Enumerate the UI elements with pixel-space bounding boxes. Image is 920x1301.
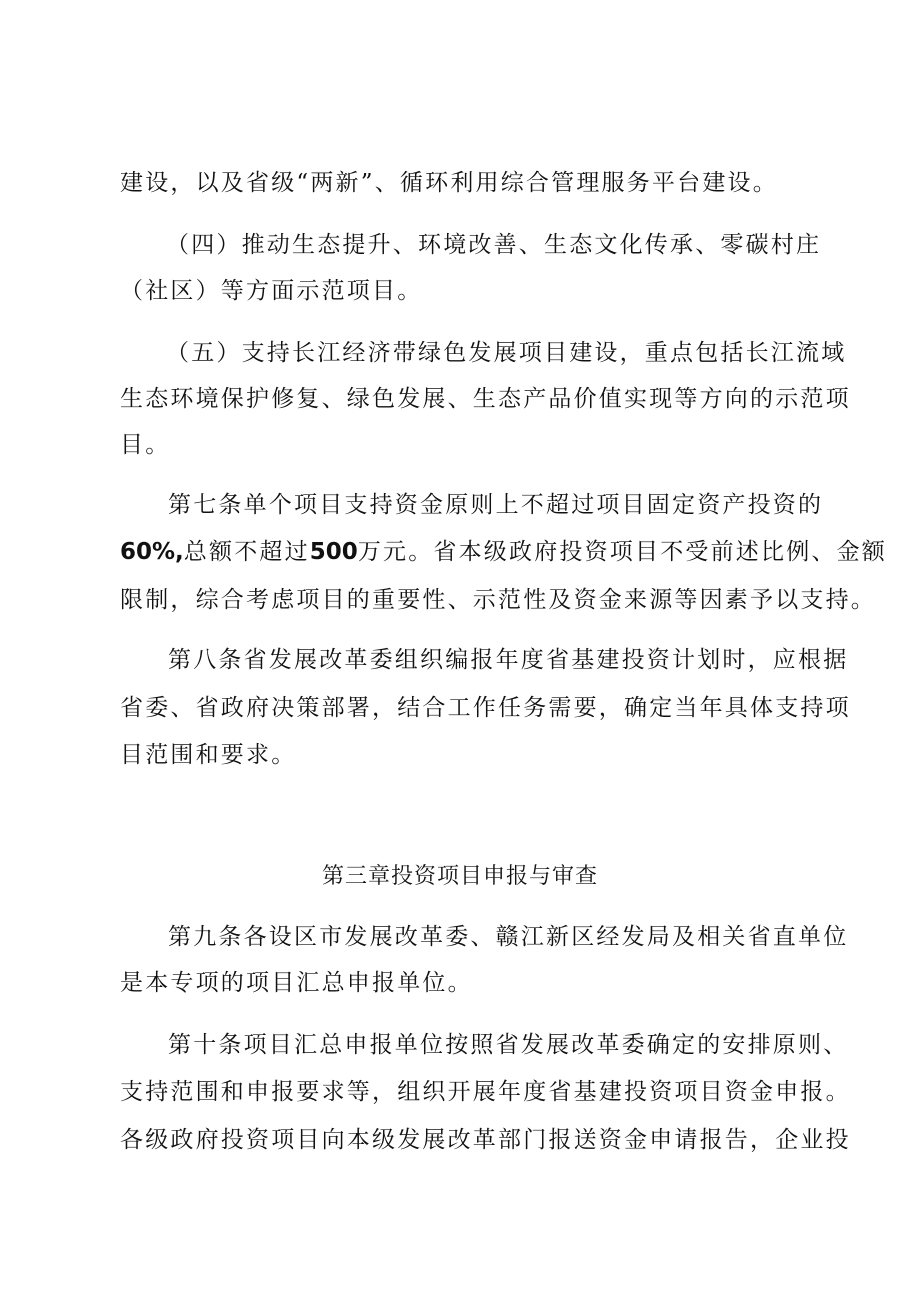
paragraph-line: 目。 [120,432,171,458]
paragraph-line: 是本专项的项目汇总申报单位。 [120,970,473,996]
text-fragment: 万元。省本级政府投资项目不受前述比例、金额 [357,539,888,565]
paragraph-line: （社区）等方面示范项目。 [120,278,423,304]
paragraph-line: 生态环境保护修复、绿色发展、生态产品价值实现等方向的示范项 [120,386,851,412]
paragraph-line: 第七条单个项目支持资金原则上不超过项目固定资产投资的 [168,492,824,518]
paragraph-line: 第八条省发展改革委组织编报年度省基建投资计划时，应根据 [168,647,849,673]
chapter-heading: 第三章投资项目申报与审查 [321,864,598,889]
paragraph-line: （五）支持长江经济带绿色发展项目建设，重点包括长江流域 [166,340,847,366]
paragraph-line: 建设，以及省级“两新”、循环利用综合管理服务平台建设。 [120,170,778,196]
paragraph-line: （四）推动生态提升、环境改善、生态文化传承、零碳村庄 [166,232,822,258]
paragraph-line-mixed [120,537,888,567]
paragraph-line: 各级政府投资项目向本级发展改革部门报送资金申请报告，企业投 [120,1127,851,1153]
paragraph-line: 第十条项目汇总申报单位按照省发展改革委确定的安排原则、 [168,1032,849,1058]
paragraph-line: 限制，综合考虑项目的重要性、示范性及资金来源等因素予以支持。 [120,587,876,613]
paragraph-line: 省委、省政府决策部署，结合工作任务需要，确定当年具体支持项 [120,695,851,721]
paragraph-line: 第九条各设区市发展改革委、赣江新区经发局及相关省直单位 [168,924,849,950]
text-fragment: 总额不超过 [183,539,310,565]
percent-value: 60%, [120,539,184,565]
paragraph-line: 目范围和要求。 [120,742,297,768]
amount-value: 500 [309,539,358,565]
paragraph-line: 支持范围和申报要求等，组织开展年度省基建投资项目资金申报。 [120,1079,851,1105]
